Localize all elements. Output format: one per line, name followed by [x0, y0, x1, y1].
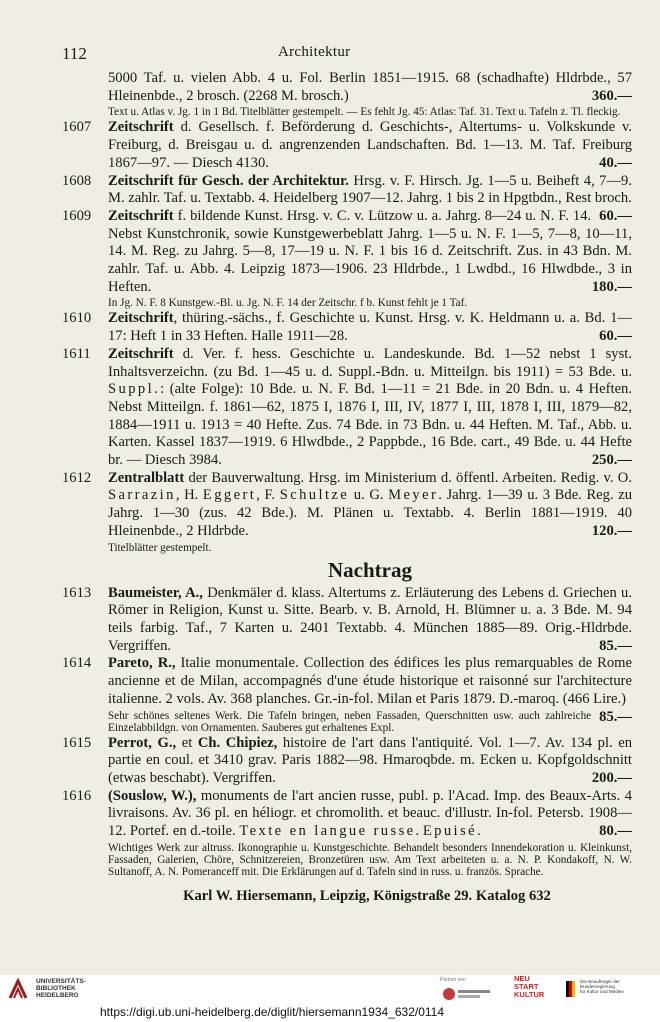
entry-body: [108, 585, 632, 656]
entry-text: Epuisé: [422, 823, 477, 840]
catalog-entry: [62, 346, 632, 470]
entry-text: : (alte Folge): 10 Bde. u. N. F. Bd. 1—11 = 21 Bde. in 20 Bdn. u. 4 Heften. Nebst Mitteilgn. f. 1861—62, 1875 I, 1876 I, III, IV, 1877 I, III, 1878 I, III, 1879—82, 1884—1911 u. 1913 = 40 Hefte. Zus. 74 Bde. in 73 Bdn. u. 44 Heften. M. Taf., Abb. u. Karten. Kassel 1837—1919. 6 Hlwdbde., 2 Pappbde., 16 Bde. cart., 49 Bde. u. 44 Hefte br. — Diesch 3984.: [108, 381, 632, 469]
logo-line: START: [514, 982, 539, 991]
catalog-entry: [62, 119, 632, 172]
entries-list-nachtrag: [62, 585, 632, 878]
catalog-entry: [62, 655, 632, 733]
neustart-text: [514, 975, 544, 999]
entry-title: Pareto, R.,: [108, 655, 176, 672]
catalog-content: [62, 70, 632, 905]
university-library-logo[interactable]: [8, 978, 118, 1004]
entry-text: Texte en langue russe: [239, 823, 416, 840]
entry-price: 200.—: [591, 769, 632, 786]
page-url-link[interactable]: https://digi.ub.uni-heidelberg.de/diglit/hiersemann1934_632/0114: [100, 1005, 445, 1019]
entries-list: [62, 70, 632, 554]
entry-number: 1616: [62, 787, 92, 804]
entry-text: , thüring.-sächs., f. Geschichte u. Kunst. Hrsg. v. K. Heldmann u. a. Bd. 1—17: Heft 1 in 33 Heften. Halle 1911—28.: [108, 310, 632, 345]
library-crest-icon: [8, 978, 28, 1002]
entry-note: Titelblätter gestempelt.: [108, 541, 212, 554]
entry-text: Schultze: [279, 487, 350, 504]
entry-text: monuments de l'art ancien russe, publ. p. l'Acad. Imp. des Beaux-Arts. 4 livraisons. Av. 36 pl. en héliogr. et chromolith. et beauc. d'illustr. In-fol. Petersb. 1908—12. Portef. en d.-toile.: [108, 787, 632, 840]
entry-text: u. G.: [349, 487, 389, 504]
entry-number: 1609: [62, 207, 92, 224]
logo-line: NEU: [514, 974, 530, 983]
bkm-logo[interactable]: [566, 979, 656, 1003]
entry-title: Perrot, G.,: [108, 734, 177, 751]
university-library-text: [36, 978, 86, 999]
entry-number: 1608: [62, 172, 92, 189]
entry-title: Zeitschrift: [108, 207, 174, 224]
catalog-entry: [62, 208, 632, 310]
logo-bar: [0, 975, 660, 1003]
entry-note: Wichtiges Werk zur altruss. Ikonographie u. Kunstgeschichte. Behandelt besonders Innendekoration u. Kleinkunst, Fassaden, Galerien, Chöre, Schnitzereien, Bronzetüren usw. Am Text arbeiteten u. a. N. P. Kondakoff, N. W. Sultanoff, A. N. Pomeranceff mit. Die Erklärungen auf d. Tafeln sind in russ. u. französ. Sprache.: [108, 841, 632, 878]
catalog-entry: [62, 70, 632, 118]
bkm-text: [580, 979, 656, 995]
entry-text: d. Gesellsch. f. Beförderung d. Geschichts-, Altertums- u. Volkskunde v. Freiburg, d. Breisgau u. d. angrenzenden Landschaften. Bd. 1—13. M. Taf. Freiburg 1867—97. — Diesch 4130.: [108, 119, 632, 171]
entry-price: 360.—: [591, 87, 632, 104]
logo-line: UNIVERSITÄTS-: [36, 978, 86, 985]
entry-body: [108, 735, 632, 788]
entry-title: Zeitschrift für Gesch. der Architektur.: [108, 172, 349, 189]
entry-title: Zeitschrift: [108, 310, 174, 327]
entry-price: 120.—: [591, 522, 632, 539]
entry-title: Ch. Chipiez,: [197, 734, 278, 751]
entry-note: In Jg. N. F. 8 Kunstgew.-Bl. u. Jg. N. F. 14 der Zeitschr. f b. Kunst fehlt je 1 Taf.: [108, 297, 468, 310]
entry-body: [108, 208, 632, 297]
entry-price: 85.—: [599, 708, 632, 725]
entry-text: 5000 Taf. u. vielen Abb. 4 u. Fol. Berlin 1851—1915. 68 (schadhafte) Hldrbde., 57 Hleinenbde., 2 brosch. (2268 M. brosch.): [108, 70, 632, 104]
url-bar: [0, 1003, 660, 1022]
entry-text: Eggert: [202, 487, 257, 504]
entry-title: Baumeister, A.,: [108, 584, 203, 601]
entry-text: .: [476, 823, 481, 840]
partner-logo[interactable]: [440, 977, 494, 1003]
entry-body: [108, 119, 632, 172]
entry-text: Suppl.: [108, 381, 161, 398]
entry-text: , H.: [175, 487, 203, 504]
running-title: Architektur: [278, 44, 351, 60]
entry-title: (Souslow, W.),: [108, 787, 197, 804]
entry-number: 1611: [62, 345, 91, 362]
entry-title: Zeitschrift: [108, 345, 174, 362]
catalog-footer: Karl W. Hiersemann, Leipzig, Königstraße 29. Katalog 632: [183, 887, 551, 904]
entry-text: Hrsg. v. F. Hirsch. Jg. 1—5 u. Beiheft 4, 7—9. M. zahlr. Taf. u. Textabb. 4. Heidelberg 1907—12. Jahrg. 1 bis 2 in Hpgtbdn., Rest broch.: [108, 172, 632, 207]
catalog-entry: [62, 788, 632, 878]
entry-price: 60.—: [599, 328, 632, 345]
partner-label: Partner von: [440, 977, 466, 983]
partner-emblem-icon: [440, 985, 494, 1003]
catalog-entry: [62, 735, 632, 788]
entry-price: 40.—: [599, 154, 632, 171]
entry-body: [108, 470, 632, 541]
entry-note: Sehr schönes seltenes Werk. Die Tafeln bringen, neben Fassaden, Querschnitten usw. auch zahlreiche Einzelabbildgn. von Ornamenten. Sauberes gut erhaltenes Expl.: [108, 709, 592, 734]
entry-text: et: [176, 734, 198, 751]
entry-body: [108, 788, 632, 841]
logo-line: Die Beauftragte der Bundesregierung: [580, 979, 620, 990]
entry-text: .: [415, 823, 423, 840]
logo-line: KULTUR: [514, 990, 545, 999]
entry-body: [108, 310, 632, 345]
catalog-entry: [62, 585, 632, 656]
entry-number: 1610: [62, 310, 92, 327]
entry-note: Text u. Atlas v. Jg. 1 in 1 Bd. Titelblätter gestempelt. — Es fehlt Jg. 45: Atlas: Taf. 31. Text u. Tafeln z. Tl. fleckig.: [108, 106, 621, 119]
entry-text: f. bildende Kunst. Hrsg. v. C. v. Lützow u. a. Jahrg. 8—24 u. N. F. 14. Nebst Kunstchronik, sowie Kunstgewerbeblatt Jahrg. 1—5 u. N. F. 1—5, 7—8, 10—11, 14. M. Reg. zu Jahrg. 5—8, 17—19 u. N. F. 1 bis 16 d. Zeitschrift. Zus. in 43 Bdn. M. zahlr. Taf. u. Abb. 4. Leipzig 1873—1906. 23 Hldrbde., 1 Lwdbd., 16 Hlwdbde., 3 in Heften.: [108, 207, 632, 295]
entry-text: Meyer: [388, 487, 439, 504]
entry-number: 1615: [62, 734, 92, 751]
entry-number: 1612: [62, 469, 92, 486]
entry-title: Zeitschrift: [108, 119, 174, 136]
neustart-kultur-logo[interactable]: [512, 975, 552, 1003]
entry-text: histoire de l'art dans l'antiquité. Vol. 1—7. Av. 134 pl. en partie en coul. et 3410 grav. Paris 1882—98. Hmaroqbde. m. Ecken u. Kopfgoldschnitt (etwas beschabt). Vergriffen.: [108, 734, 633, 786]
entry-text: der Bauverwaltung. Hrsg. im Ministerium d. öffentl. Arbeiten. Redig. v. O.: [184, 469, 632, 486]
entry-number: 1607: [62, 119, 92, 136]
federal-eagle-icon: [566, 981, 578, 997]
entry-price: 250.—: [591, 452, 632, 469]
entry-text: , F.: [256, 487, 280, 504]
section-title: Nachtrag: [328, 557, 412, 582]
entry-body: [108, 70, 632, 105]
catalog-entry: [62, 310, 632, 345]
entry-body: [108, 172, 632, 224]
entry-text: Denkmäler d. klass. Altertums z. Erläuterung des Lebens d. Griechen u. Römer in Religion, Kunst u. Sitte. Bearb. v. B. Arnold, H. Blümner u. a. 3 Bde. M. 94 teils farbig. Taf., 7 Karten u. 2401 Textabb. 4. München 1885—89. Orig.-Hldrbde. Vergriffen.: [108, 584, 632, 654]
logo-line: für Kultur und Medien: [580, 989, 624, 995]
logo-line: BIBLIOTHEK: [36, 985, 76, 992]
entry-text: d. Ver. f. hess. Geschichte u. Landeskunde. Bd. 1—52 nebst 1 syst. Inhaltsverzeichn. (zu Bd. 1—45 u. d. Suppl.-Bdn. u. Mitteilgn. bis 1911) = 53 Bde. u.: [108, 345, 632, 380]
catalog-entry: [62, 470, 632, 554]
entry-number: 1614: [62, 655, 92, 672]
entry-number: 1613: [62, 584, 92, 601]
logo-line: HEIDELBERG: [36, 992, 79, 999]
entry-price: 85.—: [599, 637, 632, 654]
entry-title: Zentralblatt: [108, 469, 185, 486]
page-number: 112: [62, 44, 87, 63]
entry-text: . Jahrg. 1—39 u. 3 Bde. Reg. zu Jahrg. 1—30 (zus. 42 Bde.). M. Plänen u. Textabb. 4. Berlin 1881—1919. 40 Hleinenbde., 2 Hldrbde.: [108, 487, 632, 539]
entry-text: Sarrazin: [108, 487, 176, 504]
entry-price: 80.—: [599, 823, 632, 840]
entry-body: [108, 346, 632, 470]
entry-price: 180.—: [591, 278, 632, 295]
entry-price: 60.—: [599, 207, 632, 224]
page-header: [62, 44, 622, 66]
entry-text: Italie monumentale. Collection des édifices les plus remarquables de Rome ancienne et de Milan, accompagnés d'une étude historique et raisonné sur l'architecture italienne. 2 vols. Av. 368 planches. Gr.-in-fol. Milan et Paris 1879. D.-maroq. (466 Lire.): [108, 655, 632, 707]
